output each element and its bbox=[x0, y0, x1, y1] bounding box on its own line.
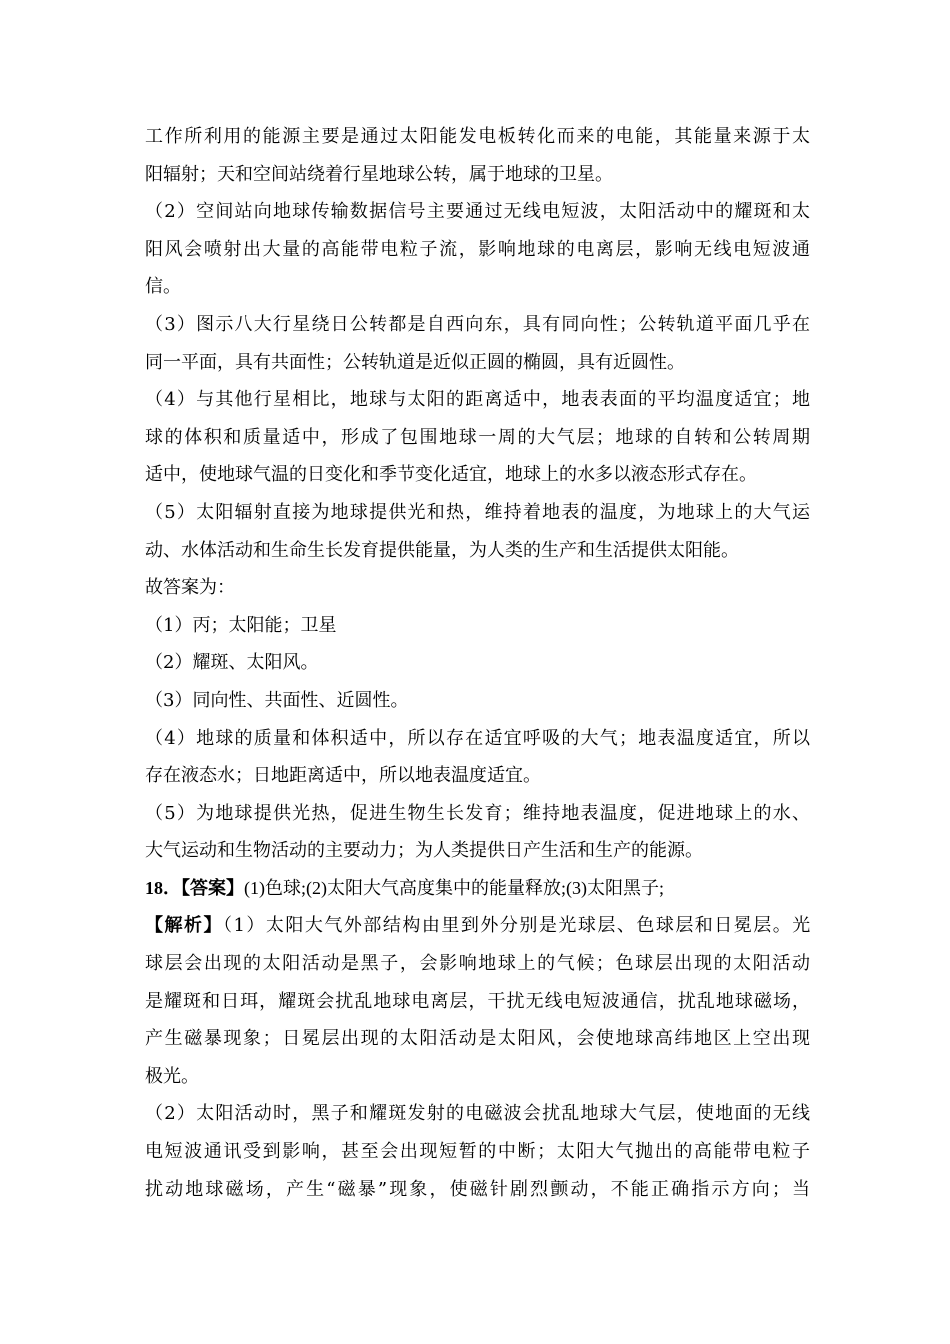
text-line: 信。 bbox=[145, 276, 181, 298]
text-line: （5）太阳辐射直接为地球提供光和热，维持着地表的温度，为地球上的大气运 bbox=[145, 501, 810, 523]
text-line: 存在液态水；日地距离适中，所以地表温度适宜。 bbox=[145, 765, 541, 787]
text-line: （2）太阳活动时，黑子和耀斑发射的电磁波会扰乱地球大气层，使地面的无线 bbox=[145, 1103, 810, 1125]
text-line: （3）图示八大行星绕日公转都是自西向东，具有同向性；公转轨道平面几乎在 bbox=[145, 313, 810, 335]
text-line: （4）与其他行星相比，地球与太阳的距离适中，地表表面的平均温度适宜；地 bbox=[145, 389, 810, 411]
text-line: 产生磁暴现象；日冕层出现的太阳活动是太阳风，会使地球高纬地区上空出现 bbox=[145, 1028, 810, 1050]
text-line: 球的体积和质量适中，形成了包围地球一周的大气层；地球的自转和公转周期 bbox=[145, 426, 810, 448]
question-number: 18． bbox=[145, 877, 181, 898]
q18-answer-line bbox=[145, 870, 810, 908]
q18-analysis-line bbox=[145, 907, 810, 945]
text-line: 适中，使地球气温的日变化和季节变化适宜，地球上的水多以液态形式存在。 bbox=[145, 464, 757, 486]
text-line: 扰动地球磁场，产生“磁暴”现象，使磁针剧烈颤动，不能正确指示方向；当 bbox=[145, 1178, 810, 1200]
text-line: 故答案为： bbox=[145, 577, 235, 599]
text-line: 动、水体活动和生命生长发育提供能量，为人类的生产和生活提供太阳能。 bbox=[145, 539, 739, 561]
text-line: （2）空间站向地球传输数据信号主要通过无线电短波，太阳活动中的耀斑和太 bbox=[145, 201, 810, 223]
text-line: （5）为地球提供光热，促进生物生长发育；维持地表温度，促进地球上的水、 bbox=[145, 802, 810, 824]
analysis-label: 【解析】 bbox=[145, 915, 223, 937]
text-line: 极光。 bbox=[145, 1065, 199, 1087]
text-line: 工作所利用的能源主要是通过太阳能发电板转化而来的电能，其能量来源于太 bbox=[145, 126, 810, 147]
text-line: 电短波通讯受到影响，甚至会出现短暂的中断；太阳大气抛出的高能带电粒子 bbox=[145, 1141, 810, 1163]
answer-text: (1)色球;(2)太阳大气高度集中的能量释放;(3)太阳黑子; bbox=[244, 877, 664, 898]
analysis-text: （1）太阳大气外部结构由里到外分别是光球层、色球层和日冕层。光 bbox=[222, 915, 810, 937]
text-line: （3）同向性、共面性、近圆性。 bbox=[145, 689, 409, 711]
answer-label: 【答案】 bbox=[181, 877, 244, 899]
text-line: 阳风会喷射出大量的高能带电粒子流，影响地球的电离层，影响无线电短波通 bbox=[145, 238, 810, 260]
text-line: （1）丙；太阳能；卫星 bbox=[145, 614, 337, 636]
text-line: （2）耀斑、太阳风。 bbox=[145, 652, 319, 674]
text-line: 是耀斑和日珥，耀斑会扰乱地球电离层，干扰无线电短波通信，扰乱地球磁场， bbox=[145, 990, 810, 1012]
document-page bbox=[145, 118, 810, 1208]
text-line: 大气运动和生物活动的主要动力；为人类提供日产生活和生产的能源。 bbox=[145, 840, 703, 862]
text-line: 阳辐射；天和空间站绕着行星地球公转，属于地球的卫星。 bbox=[145, 163, 613, 185]
text-line: （4）地球的质量和体积适中，所以存在适宜呼吸的大气；地表温度适宜，所以 bbox=[145, 727, 810, 749]
text-line: 同一平面，具有共面性；公转轨道是近似正圆的椭圆，具有近圆性。 bbox=[145, 351, 685, 373]
text-line: 球层会出现的太阳活动是黑子，会影响地球上的气候；色球层出现的太阳活动 bbox=[145, 953, 810, 975]
